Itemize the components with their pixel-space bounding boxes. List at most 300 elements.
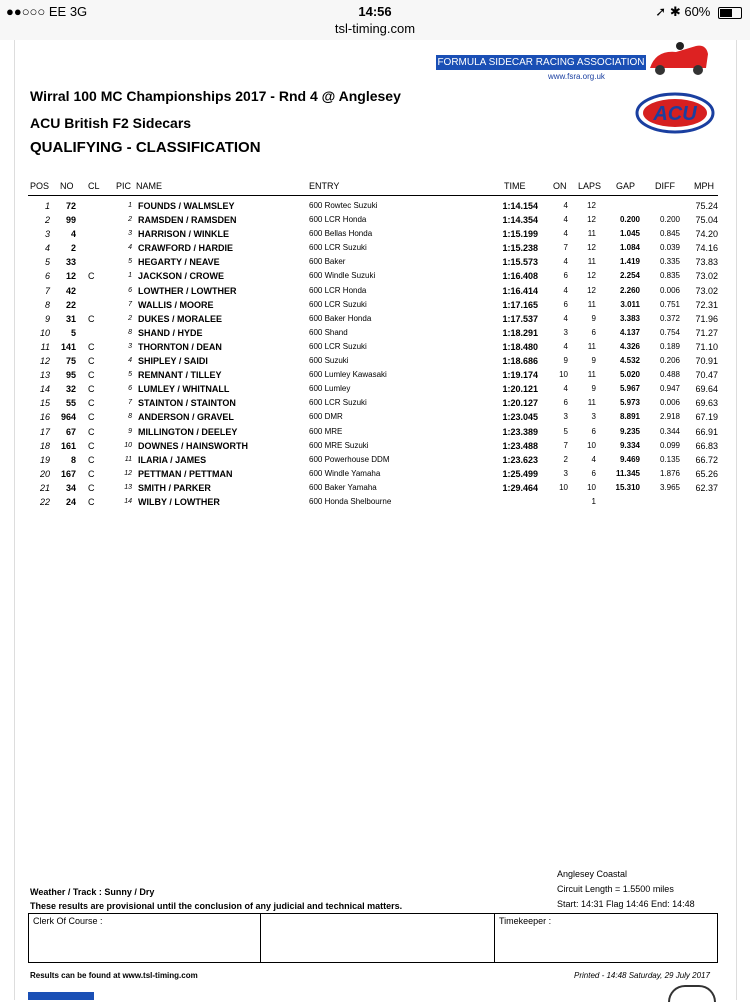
cell-pos: 19 (39, 454, 50, 465)
location-icon: ➚ (655, 4, 667, 19)
cell-pos: 8 (44, 299, 50, 310)
cell-cl: C (88, 356, 95, 367)
cell-pic: 4 (128, 244, 132, 252)
table-row (0, 227, 750, 241)
cell-entry: 600 Shand (309, 327, 348, 337)
cell-diff: 0.344 (659, 426, 680, 436)
cell-no: 31 (65, 313, 76, 324)
bottom-logo (28, 992, 94, 1000)
cell-cl: C (88, 313, 95, 324)
cell-pos: 17 (39, 426, 50, 437)
cell-pos: 12 (39, 356, 50, 367)
cell-entry: 600 Baker Honda (309, 313, 372, 323)
cell-entry: 600 Windle Suzuki (309, 271, 376, 281)
cell-time: 1:14.154 (502, 201, 538, 211)
cell-pos: 3 (44, 229, 50, 240)
event-title: Wirral 100 MC Championships 2017 - Rnd 4 @ Anglesey (30, 88, 401, 104)
cell-entry: 600 Lumley Kawasaki (309, 370, 387, 380)
cell-mph: 71.96 (695, 313, 718, 324)
cell-entry: 600 Windle Yamaha (309, 468, 381, 478)
cell-pos: 15 (39, 398, 50, 409)
cell-laps: 12 (587, 243, 596, 253)
circuit-info (557, 867, 695, 912)
header-entry: ENTRY (309, 181, 340, 191)
cell-on: 3 (563, 468, 568, 478)
cell-gap: 3.011 (620, 299, 640, 309)
cell-mph: 73.02 (695, 285, 718, 296)
cell-pic: 5 (128, 371, 132, 379)
cell-no: 32 (65, 384, 76, 395)
cell-gap: 9.235 (619, 426, 640, 436)
cell-no: 4 (70, 229, 76, 240)
cell-entry: 600 LCR Suzuki (309, 299, 367, 309)
cell-mph: 75.04 (695, 215, 718, 226)
cell-pos: 14 (39, 384, 50, 395)
header-diff: DIFF (655, 181, 675, 191)
cell-no: 55 (65, 398, 76, 409)
cell-laps: 12 (587, 285, 596, 295)
cell-name: LOWTHER / LOWTHER (138, 285, 237, 296)
cell-no: 42 (65, 285, 76, 296)
cell-diff: 0.488 (659, 370, 680, 380)
cell-entry: 600 LCR Suzuki (309, 398, 367, 408)
cell-name: WILBY / LOWTHER (138, 496, 220, 507)
cell-no: 67 (65, 426, 76, 437)
cell-entry: 600 LCR Honda (309, 285, 367, 295)
cell-time: 1:23.488 (502, 440, 538, 451)
table-row (0, 495, 750, 509)
cell-laps: 11 (587, 398, 596, 408)
cell-diff: 0.189 (659, 341, 680, 351)
header-on: ON (553, 181, 567, 191)
cell-entry: 600 DMR (309, 412, 343, 422)
cell-time: 1:23.045 (502, 412, 538, 423)
cell-on: 2 (563, 454, 568, 464)
cell-name: LUMLEY / WHITNALL (138, 384, 230, 395)
cell-name: CRAWFORD / HARDIE (138, 243, 233, 254)
cell-pic: 2 (128, 314, 132, 322)
cell-laps: 10 (587, 482, 596, 492)
table-row (0, 213, 750, 227)
table-row (0, 467, 750, 481)
cell-diff: 0.006 (659, 285, 680, 295)
circuit-name: Anglesey Coastal (557, 869, 628, 879)
cell-name: WALLIS / MOORE (138, 299, 214, 310)
cell-name: RAMSDEN / RAMSDEN (138, 215, 237, 226)
header-gap: GAP (616, 181, 636, 191)
cell-entry: 600 LCR Suzuki (309, 341, 367, 351)
cell-pos: 22 (39, 496, 50, 507)
cell-diff: 0.006 (659, 398, 680, 408)
cell-name: ILARIA / JAMES (138, 454, 207, 465)
table-row (0, 199, 750, 213)
cell-pic: 9 (128, 427, 132, 435)
cell-time: 1:16.408 (502, 271, 538, 282)
cell-pos: 11 (40, 341, 50, 352)
cell-cl: C (88, 440, 95, 451)
cell-name: SHIPLEY / SAIDI (138, 356, 208, 367)
cell-pos: 7 (44, 285, 50, 296)
wirral-seal-logo (668, 985, 716, 1002)
cell-laps: 6 (591, 426, 596, 436)
cell-gap: 2.254 (619, 271, 640, 281)
cell-diff: 0.845 (659, 229, 680, 239)
cell-laps: 9 (591, 356, 596, 366)
cell-on: 4 (563, 341, 568, 351)
cell-entry: 600 Suzuki (309, 356, 349, 366)
cell-laps: 12 (587, 271, 596, 281)
cell-laps: 11 (587, 257, 596, 267)
bluetooth-icon: ✱ (669, 4, 681, 19)
cell-cl: C (88, 426, 95, 437)
cell-mph: 69.64 (695, 384, 718, 395)
cell-cl: C (88, 370, 95, 381)
cell-time: 1:18.686 (502, 356, 538, 367)
cell-no: 75 (65, 356, 76, 367)
cell-pic: 2 (128, 216, 132, 224)
cell-on: 3 (563, 327, 568, 337)
signature-box (28, 913, 718, 963)
cell-name: ANDERSON / GRAVEL (138, 412, 234, 423)
sidecar-logo-icon (646, 40, 712, 76)
cell-no: 33 (65, 257, 76, 268)
cell-entry: 600 Powerhouse DDM (309, 454, 390, 464)
table-row (0, 326, 750, 340)
cell-time: 1:23.389 (502, 426, 538, 437)
session-times: Start: 14:31 Flag 14:46 End: 14:48 (557, 899, 695, 909)
cell-cl: C (88, 496, 95, 507)
cell-mph: 66.72 (695, 454, 718, 465)
cell-mph: 72.31 (695, 299, 718, 310)
cell-time: 1:25.499 (502, 468, 538, 479)
cell-entry: 600 Lumley (309, 384, 351, 394)
cell-on: 6 (563, 271, 568, 281)
cell-cl: C (88, 398, 95, 409)
cell-cl: C (88, 384, 95, 395)
results-table-body (0, 199, 750, 509)
table-row (0, 354, 750, 368)
table-row (0, 298, 750, 312)
cell-diff: 0.039 (659, 243, 680, 253)
session-title: QUALIFYING - CLASSIFICATION (30, 139, 261, 156)
cell-diff: 0.947 (659, 384, 680, 394)
results-url-footer[interactable]: Results can be found at www.tsl-timing.com (30, 971, 198, 980)
table-row (0, 453, 750, 467)
cell-entry: 600 Baker (309, 257, 346, 267)
fsra-url[interactable]: www.fsra.org.uk (548, 72, 605, 81)
cell-pic: 5 (128, 258, 132, 266)
cell-no: 8 (70, 454, 76, 465)
cell-gap: 1.084 (619, 243, 640, 253)
acu-logo-text: ACU (653, 103, 697, 125)
table-row (0, 410, 750, 424)
cell-mph: 69.63 (695, 398, 718, 409)
cell-on: 7 (563, 440, 568, 450)
cell-pic: 13 (124, 483, 132, 491)
cell-pos: 20 (39, 468, 50, 479)
cell-diff: 0.335 (659, 257, 680, 267)
cell-pos: 18 (39, 440, 50, 451)
cell-laps: 4 (591, 454, 596, 464)
cell-diff: 0.099 (659, 440, 680, 450)
carrier-signal: ●●○○○ EE 3G (6, 4, 88, 19)
header-divider (28, 195, 718, 196)
cell-name: MILLINGTON / DEELEY (138, 426, 238, 437)
cell-pic: 6 (128, 286, 132, 294)
cell-laps: 3 (591, 412, 596, 422)
cell-gap: 1.419 (619, 257, 640, 267)
cell-gap: 8.891 (619, 412, 640, 422)
cell-pic: 6 (128, 385, 132, 393)
header-no: NO (60, 181, 74, 191)
table-header (0, 181, 750, 193)
cell-mph: 74.20 (695, 229, 718, 240)
cell-time: 1:16.414 (502, 285, 538, 296)
class-title: ACU British F2 Sidecars (30, 115, 192, 131)
provisional-note: These results are provisional until the conclusion of any judicial and technical matters. (30, 901, 403, 911)
header-mph: MPH (694, 181, 714, 191)
table-row (0, 396, 750, 410)
table-row (0, 368, 750, 382)
cell-name: SHAND / HYDE (138, 327, 203, 338)
status-bar (0, 0, 750, 40)
cell-pic: 11 (124, 455, 132, 463)
cell-time: 1:15.573 (502, 257, 538, 268)
table-row (0, 255, 750, 269)
cell-pos: 10 (39, 327, 50, 338)
cell-gap: 2.260 (619, 285, 640, 295)
cell-no: 964 (60, 412, 76, 423)
timekeeper-label: Timekeeper : (499, 916, 552, 926)
cell-cl: C (88, 341, 95, 352)
cell-mph: 65.26 (695, 468, 718, 479)
cell-entry: 600 Bellas Honda (309, 229, 373, 239)
cell-on: 7 (563, 243, 568, 253)
cell-laps: 10 (587, 440, 596, 450)
cell-diff: 0.372 (659, 313, 680, 323)
cell-on: 6 (563, 299, 568, 309)
cell-on: 10 (559, 482, 568, 492)
cell-pic: 8 (128, 413, 132, 421)
cell-entry: 600 MRE Suzuki (309, 440, 369, 450)
header-time: TIME (504, 181, 526, 191)
cell-laps: 1 (591, 496, 596, 506)
cell-pic: 1 (128, 202, 132, 209)
cell-pos: 9 (44, 313, 50, 324)
cell-laps: 9 (591, 313, 596, 323)
cell-no: 5 (70, 327, 76, 338)
cell-pic: 12 (124, 469, 132, 477)
cell-diff: 3.965 (659, 482, 680, 492)
cell-pos: 2 (44, 215, 50, 226)
cell-time: 1:14.354 (502, 215, 538, 226)
cell-on: 9 (563, 356, 568, 366)
cell-entry: 600 Honda Shelbourne (309, 496, 392, 506)
cell-pic: 7 (128, 300, 132, 308)
cell-time: 1:23.623 (502, 454, 538, 465)
cell-pic: 10 (124, 441, 132, 449)
cell-pos: 1 (44, 201, 50, 211)
cell-no: 141 (60, 341, 76, 352)
cell-gap: 5.967 (619, 384, 640, 394)
cell-gap: 0.200 (619, 215, 640, 225)
cell-mph: 73.02 (695, 271, 718, 282)
cell-laps: 12 (587, 201, 596, 210)
cell-no: 72 (65, 201, 76, 211)
table-row (0, 425, 750, 439)
cell-name: JACKSON / CROWE (138, 271, 225, 282)
battery-icon (718, 7, 742, 19)
cell-mph: 71.27 (695, 327, 718, 338)
cell-mph: 66.91 (695, 426, 718, 437)
cell-pos: 4 (44, 243, 50, 254)
cell-gap: 15.310 (615, 482, 640, 492)
battery-percent: 60% (684, 4, 711, 19)
printed-timestamp: Printed - 14:48 Saturday, 29 July 2017 (574, 971, 710, 980)
cell-time: 1:20.127 (502, 398, 538, 409)
cell-no: 24 (65, 496, 76, 507)
cell-mph: 62.37 (695, 482, 718, 493)
cell-laps: 11 (587, 370, 596, 380)
cell-gap: 1.045 (619, 229, 640, 239)
cell-pos: 5 (44, 257, 50, 268)
status-time: 14:56 (358, 4, 392, 19)
weather-note: Weather / Track : Sunny / Dry (30, 887, 155, 897)
table-row (0, 481, 750, 495)
cell-entry: 600 Baker Yamaha (309, 482, 377, 492)
cell-mph: 74.16 (695, 243, 718, 254)
circuit-length: Circuit Length = 1.5500 miles (557, 884, 674, 894)
cell-mph: 67.19 (695, 412, 718, 423)
cell-gap: 5.020 (619, 370, 640, 380)
cell-name: DUKES / MORALEE (138, 313, 223, 324)
cell-no: 167 (60, 468, 76, 479)
cell-gap: 5.973 (619, 398, 640, 408)
cell-laps: 9 (591, 384, 596, 394)
cell-no: 99 (65, 215, 76, 226)
cell-on: 4 (563, 313, 568, 323)
cell-mph: 73.83 (695, 257, 718, 268)
cell-gap: 4.326 (619, 341, 640, 351)
table-row (0, 284, 750, 298)
cell-gap: 9.469 (619, 454, 640, 464)
acu-logo (634, 92, 716, 134)
table-row (0, 269, 750, 283)
cell-pos: 6 (44, 271, 50, 282)
address-url[interactable]: tsl-timing.com (334, 21, 416, 36)
cell-on: 4 (563, 229, 568, 239)
cell-cl: C (88, 271, 95, 282)
table-row (0, 439, 750, 453)
cell-pic: 4 (128, 357, 132, 365)
cell-diff: 0.200 (659, 215, 680, 225)
cell-cl: C (88, 412, 95, 423)
cell-name: HARRISON / WINKLE (138, 229, 229, 240)
cell-no: 12 (65, 271, 76, 282)
cell-pic: 3 (128, 342, 132, 350)
cell-name: STAINTON / STAINTON (138, 398, 236, 409)
cell-time: 1:17.165 (502, 299, 538, 310)
cell-pos: 16 (39, 412, 50, 423)
header-pic: PIC (116, 181, 132, 191)
header-name: NAME (136, 181, 163, 191)
cell-pic: 3 (128, 230, 132, 238)
cell-on: 4 (563, 201, 568, 210)
cell-gap: 4.532 (619, 356, 640, 366)
cell-gap: 3.383 (619, 313, 640, 323)
cell-pic: 14 (124, 497, 132, 505)
cell-name: SMITH / PARKER (138, 482, 211, 493)
fsra-banner[interactable]: FORMULA SIDECAR RACING ASSOCIATION (437, 57, 645, 68)
cell-time: 1:17.537 (502, 313, 538, 324)
cell-gap: 9.334 (619, 440, 640, 450)
cell-cl: C (88, 482, 95, 493)
cell-cl: C (88, 454, 95, 465)
table-row (0, 340, 750, 354)
cell-name: REMNANT / TILLEY (138, 370, 222, 381)
cell-entry: 600 MRE (309, 426, 343, 436)
table-row (0, 382, 750, 396)
cell-pos: 13 (39, 370, 50, 381)
header-laps: LAPS (578, 181, 602, 191)
cell-laps: 11 (587, 229, 596, 239)
cell-laps: 12 (587, 215, 596, 225)
notes (30, 885, 402, 913)
cell-mph: 70.47 (695, 370, 718, 381)
cell-diff: 0.751 (659, 299, 680, 309)
cell-diff: 0.835 (659, 271, 680, 281)
cell-no: 161 (60, 440, 76, 451)
cell-name: PETTMAN / PETTMAN (138, 468, 233, 479)
cell-on: 3 (563, 412, 568, 422)
cell-diff: 1.876 (659, 468, 680, 478)
cell-no: 2 (70, 243, 76, 254)
cell-time: 1:29.464 (502, 482, 538, 493)
cell-entry: 600 Rowtec Suzuki (309, 201, 378, 210)
cell-on: 4 (563, 215, 568, 225)
cell-diff: 0.135 (659, 454, 680, 464)
cell-name: FOUNDS / WALMSLEY (138, 201, 235, 211)
cell-mph: 70.91 (695, 356, 718, 367)
cell-name: THORNTON / DEAN (138, 341, 222, 352)
cell-mph: 75.24 (695, 201, 718, 211)
cell-entry: 600 LCR Suzuki (309, 243, 367, 253)
cell-pos: 21 (39, 482, 50, 493)
cell-time: 1:20.121 (502, 384, 538, 395)
table-row (0, 241, 750, 255)
cell-laps: 6 (591, 468, 596, 478)
cell-no: 22 (65, 299, 76, 310)
cell-diff: 0.206 (659, 356, 680, 366)
cell-diff: 2.918 (659, 412, 680, 422)
results-document (0, 40, 750, 1000)
cell-name: HEGARTY / NEAVE (138, 257, 220, 268)
clerk-of-course-label: Clerk Of Course : (33, 916, 103, 926)
cell-on: 10 (559, 370, 568, 380)
cell-time: 1:15.238 (502, 243, 538, 254)
cell-on: 6 (563, 398, 568, 408)
cell-diff: 0.754 (659, 327, 680, 337)
cell-on: 4 (563, 384, 568, 394)
cell-no: 95 (65, 370, 76, 381)
battery-status (655, 4, 742, 20)
header-pos: POS (30, 181, 50, 191)
cell-time: 1:18.291 (502, 327, 538, 338)
cell-on: 4 (563, 257, 568, 267)
table-row (0, 312, 750, 326)
cell-name: DOWNES / HAINSWORTH (138, 440, 248, 451)
cell-laps: 11 (587, 299, 596, 309)
